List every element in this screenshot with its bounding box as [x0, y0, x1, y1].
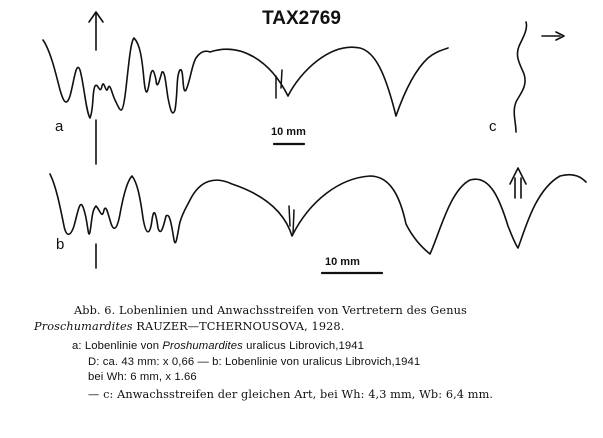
- genus-name: Proschumardites: [34, 320, 133, 333]
- caption-line-3: [72, 340, 364, 352]
- caption-diameter: D: ca. 43 mm: x 0,66 —: [88, 356, 213, 368]
- caption-line-5: bei Wh: 6 mm, x 1.66: [88, 371, 197, 383]
- caption-a-species: uralicus Librovich,1941: [242, 340, 364, 352]
- growth-line-c: [514, 22, 526, 132]
- suture-line-a: [43, 38, 448, 118]
- scale-bar-b-label: 10 mm: [325, 256, 360, 268]
- label-a: a: [55, 118, 64, 135]
- caption-line-6: — c: Anwachsstreifen der gleichen Art, bei Wh: 4,3 mm, Wb: 6,4 mm.: [88, 388, 494, 401]
- caption-a-prefix: a: Lobenlinie von: [72, 340, 163, 352]
- scale-bar-a-label: 10 mm: [271, 126, 306, 138]
- suture-line-b: [50, 174, 586, 254]
- caption-line-4: [88, 356, 420, 368]
- genus-author: RAUZER—TCHERNOUSOVA, 1928.: [132, 320, 345, 333]
- label-c: c: [489, 118, 497, 135]
- caption-a-genus: Proshumardites: [162, 340, 243, 352]
- label-b: b: [56, 236, 65, 253]
- caption-line-1: Abb. 6. Lobenlinien und Anwachsstreifen von Vertretern des Genus: [74, 304, 467, 317]
- caption-line-2: [34, 320, 344, 333]
- figure-caption: [0, 300, 603, 438]
- caption-b-text: b: Lobenlinie von uralicus Librovich,1941: [212, 356, 421, 368]
- figure-title: TAX2769: [262, 8, 341, 29]
